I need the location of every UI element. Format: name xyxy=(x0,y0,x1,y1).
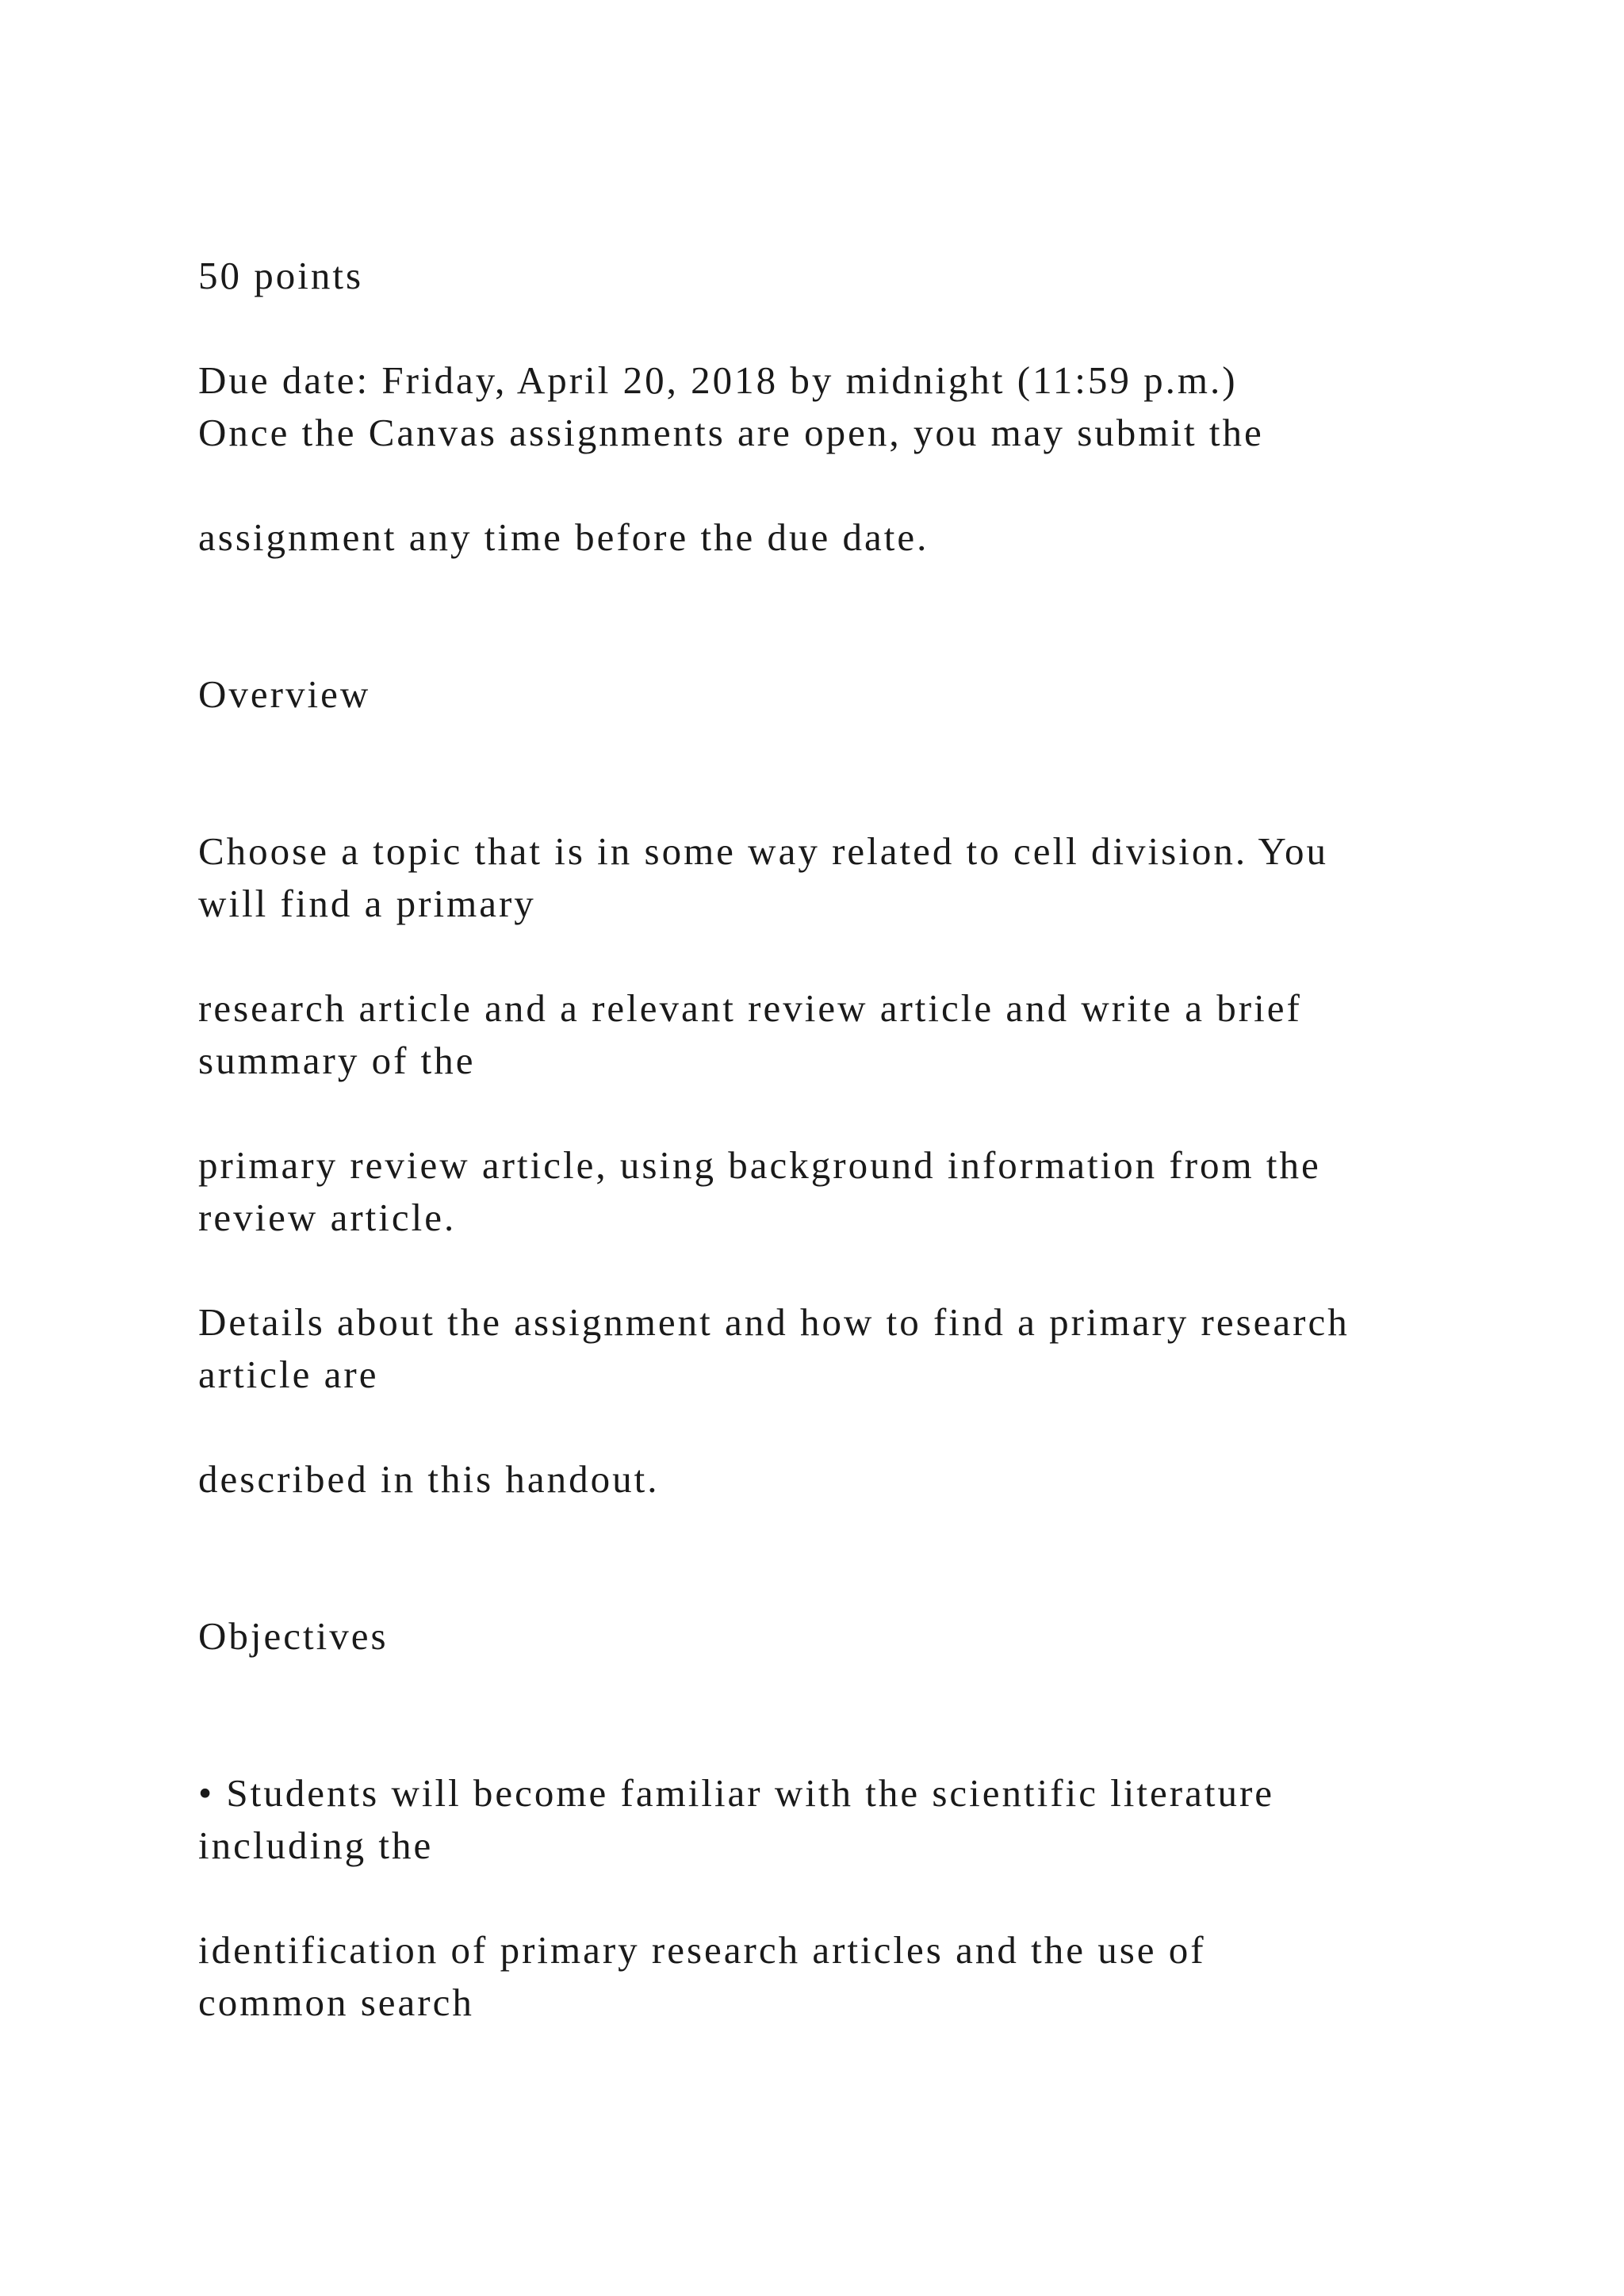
overview-text-line: primary review article, using background information from the xyxy=(198,1143,1321,1187)
submission-note-line: assignment any time before the due date. xyxy=(198,515,929,559)
overview-text-line: described in this handout. xyxy=(198,1457,660,1501)
overview-text-line: review article. xyxy=(198,1196,457,1239)
objectives-heading: Objectives xyxy=(198,1614,389,1658)
points-label: 50 points xyxy=(198,254,364,297)
overview-text-line: article are xyxy=(198,1353,379,1396)
objectives-bullet-line: identification of primary research articles and the use of xyxy=(198,1928,1206,1972)
overview-text-line: research article and a relevant review article and write a brief xyxy=(198,986,1302,1030)
overview-text-line: summary of the xyxy=(198,1039,476,1082)
overview-text-line: Details about the assignment and how to find a primary research xyxy=(198,1300,1350,1344)
overview-text-line: will find a primary xyxy=(198,882,536,925)
objectives-bullet-line: • Students will become familiar with the scientific literature xyxy=(198,1771,1275,1815)
submission-note-line: Once the Canvas assignments are open, you may submit the xyxy=(198,411,1264,454)
overview-heading: Overview xyxy=(198,672,371,716)
objectives-bullet-line: including the xyxy=(198,1823,434,1867)
objectives-bullet-line: common search xyxy=(198,1980,474,2024)
overview-text-line: Choose a topic that is in some way related to cell division. You xyxy=(198,829,1329,873)
due-date-line: Due date: Friday, April 20, 2018 by midnight (11:59 p.m.) xyxy=(198,358,1238,402)
